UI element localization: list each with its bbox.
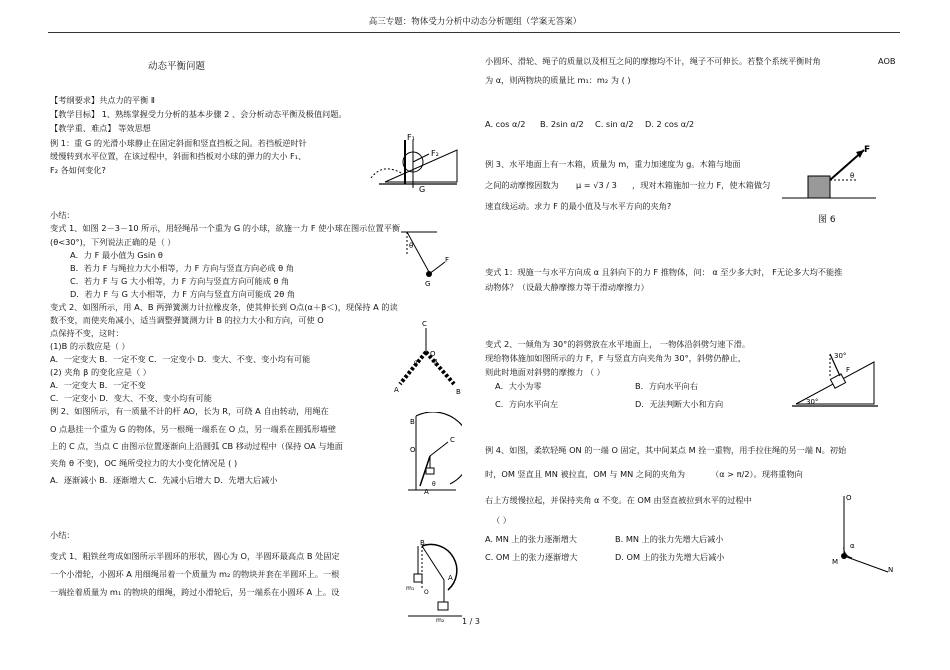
text-line: 夹角 θ 不变)，OC 绳所受拉力的大小变化情况是 ( ) <box>50 458 238 468</box>
figure-spring-scales <box>392 318 467 398</box>
option-line: A．逐渐减小 B．逐渐增大 C．先减小后增大 D．先增大后减小 <box>50 475 278 485</box>
text-line: 速直线运动。求力 F 的最小值及与水平方向的夹角? <box>485 201 672 211</box>
label-theta: θ <box>432 481 436 488</box>
text-line: 例 1：重 G 的光滑小球静止在固定斜面和竖直挡板之间。若挡板逆时针 <box>50 138 307 148</box>
label-c: C <box>450 436 455 444</box>
option-c: C．方向水平向左 <box>495 399 559 409</box>
option-b: B．方向水平向右 <box>635 381 698 391</box>
summary-label: 小结： <box>50 530 75 540</box>
text-line: (1)B 的示数应是（ ） <box>50 341 130 351</box>
text-line: F₂ 各如何变化? <box>50 165 106 175</box>
figure-caption: 图 6 <box>818 215 836 225</box>
text-line: 变式 1、如图 2－3－10 所示，用轻绳吊一个重为 G 的小球，欲施一力 F 使小球在图示位置平衡 <box>50 223 401 233</box>
text-line: 小圆环、滑轮、绳子的质量以及相互之间的摩擦均不计，绳子不可伸长。若整个系统平衡时角 <box>485 56 821 66</box>
text-line: ，现对木箱施加一拉力 F，使木箱做匀 <box>632 180 771 190</box>
option-c: C. sin α/2 <box>595 119 634 129</box>
text-line: 例 4、如图，柔软轻绳 ON 的一端 O 固定，其中间某点 M 拴一重物，用手拉住绳的另一端 N。初始 <box>485 445 847 455</box>
mu-formula: μ = √3 / 3 <box>576 180 617 190</box>
text-line: （α > π/2）。现将重物向 <box>711 469 803 479</box>
label-m: M <box>832 558 839 566</box>
text-line: 则此时地面对斜劈的摩擦力 （ ） <box>485 367 605 377</box>
figure-semicircle <box>404 540 466 624</box>
label-30-top: 30° <box>834 352 847 360</box>
text-line: 变式 1、粗铁丝弯成如图所示半圆环的形状，圆心为 O，半圆环最高点 B 处固定 <box>50 551 340 561</box>
text-line: （ ） <box>492 515 511 525</box>
text-line: (θ<30°)，下列说法正确的是（ ） <box>50 237 176 247</box>
figure-ball-incline <box>365 132 465 194</box>
text-line: 为 α，则两物块的质量比 m₁：m₂ 为 ( ) <box>485 75 631 85</box>
text-line: 时，OM 竖直且 MN 被拉直，OM 与 MN 之间的夹角为 <box>485 469 686 479</box>
label-m1: m₁ <box>406 585 415 592</box>
text-line: 变式 1：现施一与水平方向成 α 且斜向下的力 F 推物体，问： α 至少多大时， F无论多大均不能推 <box>485 267 843 277</box>
label-o: O <box>410 446 416 454</box>
text-line: 例 2、如图所示，有一质量不计的杆 AO，长为 R，可绕 A 自由转动，用绳在 <box>50 406 329 416</box>
text-line: 一端拴着质量为 m₁ 的物块的细绳，跨过小滑轮后，另一端系在小圆环 A 上。设 <box>50 587 340 597</box>
text-line: 现给物体施加如图所示的力 F，F 与竖直方向夹角为 30°，斜劈仍静止， <box>485 353 746 363</box>
text-line: (2) 夹角 β 的变化应是（ ） <box>50 367 151 377</box>
text-line: AOB <box>878 56 896 66</box>
label-f: F <box>846 366 851 374</box>
text-line: 变式 2、如图所示，用 A、B 两弹簧测力计拉橡皮条，使其伸长到 O点(α＋β＜)，现保持 A 的读 <box>50 302 398 312</box>
label-theta: θ <box>409 242 414 250</box>
figure-string-onm <box>830 490 900 580</box>
figure-wedge <box>790 348 880 412</box>
label-a: A <box>394 386 399 394</box>
text-line: 缓慢转到水平位置，在该过程中，斜面和挡板对小球的弹力的大小 F₁、 <box>50 151 307 161</box>
figure-hanging-ball <box>395 228 455 290</box>
label-o: O <box>424 589 429 596</box>
figure-rod-arc <box>402 412 462 494</box>
text-line: 【教学重、难点】 等效思想 <box>50 123 151 133</box>
option-d: D．无法判断大小和方向 <box>635 399 724 409</box>
text-line: 数不变，而使夹角减小，适当调整弹簧测力计 B 的拉力大小和方向，可使 O <box>50 315 324 325</box>
option-line: A．一定变大 B．一定不变 C．一定变小 D．变大、不变、变小均有可能 <box>50 354 311 364</box>
label-o: O <box>430 350 436 358</box>
text-line: 【考纲要求】共点力的平衡 Ⅱ <box>50 95 155 105</box>
label-m2: m₂ <box>436 617 445 624</box>
label-g: G <box>425 280 431 288</box>
text-line: 变式 2、一倾角为 30°的斜劈放在水平地面上， 一物体沿斜劈匀速下滑。 <box>485 339 750 349</box>
header-rule <box>48 32 900 33</box>
text-line: O 点悬挂一个重为 G 的物体，另一根绳一端系在 O 点，另一端系在圆弧形墙壁 <box>50 424 337 434</box>
label-a: A <box>424 488 429 494</box>
label-f2: F₂ <box>431 149 439 158</box>
option-line: A．一定变大 B．一定不变 <box>50 380 146 390</box>
page-number: 1 / 3 <box>462 617 480 626</box>
option-line: D．若力 F 与 G 大小相等，力 F 方向与竖直方向可能成 2θ 角 <box>70 289 296 299</box>
label-f1: F₁ <box>407 133 415 142</box>
label-beta: β <box>434 359 438 366</box>
figure-box-force <box>780 140 880 206</box>
label-c: C <box>422 320 427 328</box>
option-b: B. MN 上的张力先增大后减小 <box>615 534 724 544</box>
label-b: B <box>420 540 425 547</box>
label-alpha: α <box>850 542 855 550</box>
label-n: N <box>888 566 894 574</box>
label-f: F <box>864 145 871 155</box>
text-line: 【教学目标】 1、熟练掌握受力分析的基本步骤 2 、会分析动态平衡及极值问题。 <box>50 109 347 119</box>
option-line: C．若力 F 与 G 大小相等，力 F 方向与竖直方向可能成 θ 角 <box>70 276 290 286</box>
option-line: B．若力 F 与绳拉力大小相等，力 F 方向与竖直方向必成 θ 角 <box>70 263 294 273</box>
text-line: 一个小滑轮，小圆环 A 用细绳吊着一个质量为 m₂ 的物块并套在半圆环上。一根 <box>50 569 340 579</box>
label-f: F <box>445 256 450 264</box>
label-theta: θ <box>850 172 855 180</box>
text-line: 上的 C 点，当点 C 由图示位置逐渐向上沿圆弧 CB 移动过程中（保持 OA 与地面 <box>50 441 343 451</box>
option-d: D. 2 cos α/2 <box>645 119 695 129</box>
option-c: C. OM 上的张力逐渐增大 <box>485 552 578 562</box>
option-line: A．力 F 最小值为 Gsin θ <box>70 250 163 260</box>
option-d: D. OM 上的张力先增大后减小 <box>615 552 725 562</box>
page-header: 高三专题：物体受力分析中动态分析题组（学案无答案） <box>368 17 582 27</box>
label-o: O <box>846 494 852 502</box>
option-b: B. 2sin α/2 <box>540 119 584 129</box>
option-line: C．一定变小 D．变大、不变、变小均有可能 <box>50 393 212 403</box>
label-a: A <box>448 574 453 582</box>
label-b: B <box>456 388 461 396</box>
label-b: B <box>410 418 415 426</box>
option-a: A．大小为零 <box>495 381 542 391</box>
text-line: 动物体？（设最大静摩擦力等于滑动摩擦力） <box>485 282 649 292</box>
option-a: A. cos α/2 <box>485 119 526 129</box>
label-30-bottom: 30° <box>806 398 819 406</box>
label-alpha: α <box>414 359 418 366</box>
text-line: 点保持不变，这时： <box>50 328 124 338</box>
option-a: A. MN 上的张力逐渐增大 <box>485 534 577 544</box>
text-line: 之间的动摩擦因数为 <box>485 180 559 190</box>
label-g: G <box>419 185 426 194</box>
section-title: 动态平衡问题 <box>148 61 206 72</box>
text-line: 右上方缓慢拉起，并保持夹角 α 不变。在 OM 由竖直被拉到水平的过程中 <box>485 495 752 505</box>
summary-label: 小结： <box>50 210 75 220</box>
text-line: 例 3、水平地面上有一木箱，质量为 m，重力加速度为 g。木箱与地面 <box>485 159 741 169</box>
